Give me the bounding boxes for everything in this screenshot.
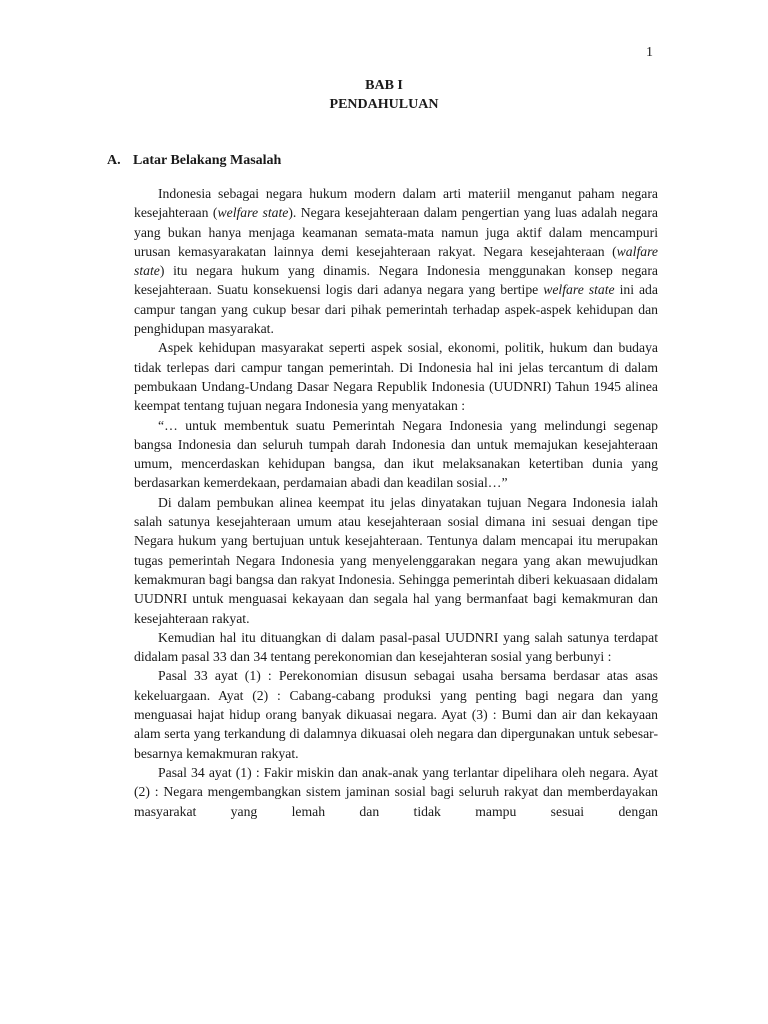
italic-term: welfare state [217, 205, 289, 221]
page-number: 1 [646, 45, 653, 60]
paragraph-pasal-34: Pasal 34 ayat (1) : Fakir miskin dan anak-anak yang terlantar dipelihara oleh negara. Ayat (2) : Negara mengembangkan sistem jaminan sosial bagi seluruh rakyat dan memberdayakan masyarakat yang lemah dan tidak mampu sesuai dengan [134, 764, 658, 819]
text-run: ). Negara kesejahteraan dalam pengertian yang luas adalah negara yang bukan hanya menjaga keamanan semata-mata namun juga aktif dalam mencampuri urusan kemasyarakatan lainnya demi kesejahteraan rakyat. Negara kesejahteraan ( [134, 205, 659, 259]
paragraph-quote: “… untuk membentuk suatu Pemerintah Negara Indonesia yang melindungi segenap bangsa Indonesia dan seluruh tumpah darah Indonesia dan untuk memajukan kesejahteraan umum, mencerdaskan kehidupan bangsa, dan ikut melaksanakan ketertiban dunia yang berdasarkan kemerdekaan, perdamaian abadi dan keadilan sosial…” [134, 417, 658, 491]
section-heading [107, 152, 281, 170]
text-run: ini ada campur tangan yang cukup besar dari pihak pemerintah terhadap aspek-aspek kehidupan dan penghidupan masyarakat. [134, 282, 658, 337]
section-letter: A. [107, 153, 121, 168]
chapter-heading [0, 76, 768, 114]
text-run: ) itu negara hukum yang dinamis. Negara Indonesia menggunakan konsep negara kesejahteraan. Suatu konsekuensi logis dari adanya negara yang bertipe [134, 263, 658, 298]
italic-term: walfare state [134, 243, 658, 279]
paragraph-4: Di dalam pembukan alinea keempat itu jelas dinyatakan tujuan Negara Indonesia ialah salah satunya kesejahteraan umum atau kesejahteraan sosial dimana ini sesuai dengan tipe Negara hukum yang bertujuan untuk kesejahteraan. Tentunya dalam mencapai itu merupakan tugas pemerintah Negara Indonesia yang menyelenggarakan negara yang akan mewujudkan kemakmuran bagi bangsa dan rakyat Indonesia. Sehingga pemerintah diberi kekuasaan didalam UUDNRI untuk menguasai kekayaan dan segala hal yang bermanfaat bagi kemakmuran dan kesejahteraan rakyat. [134, 494, 658, 626]
chapter-label: BAB I [365, 78, 403, 93]
italic-term: welfare state [543, 282, 615, 298]
chapter-title: PENDAHULUAN [329, 97, 439, 112]
text-run: Indonesia sebagai negara hukum modern dalam arti materiil menganut paham negara kesejahteraan ( [134, 186, 658, 221]
section-title: Latar Belakang Masalah [133, 153, 282, 168]
paragraph-1 [134, 184, 658, 338]
paragraph-pasal-33: Pasal 33 ayat (1) : Perekonomian disusun sebagai usaha bersama berdasar atas asas kekeluargaan. Ayat (2) : Cabang-cabang produksi yang penting bagi negara dan yang menguasai hajat hidup orang banyak dikuasai negara. Ayat (3) : Bumi dan air dan kekayaan alam serta yang terkandung di dalamnya dikuasai oleh negara dan dipergunakan untuk sebesar-besarnya kemakmuran rakyat. [134, 668, 658, 761]
paragraph-2: Aspek kehidupan masyarakat seperti aspek sosial, ekonomi, politik, hukum dan budaya tidak terlepas dari campur tangan pemerintah. Di Indonesia hal ini jelas tercantum di dalam pembukaan Undang-Undang Dasar Negara Republik Indonesia (UUDNRI) Tahun 1945 alinea keempat tentang tujuan negara Indonesia yang menyatakan : [134, 340, 658, 414]
paragraph-5: Kemudian hal itu dituangkan di dalam pasal-pasal UUDNRI yang salah satunya terdapat didalam pasal 33 dan 34 tentang perekonomian dan kesejahteran sosial yang berbunyi : [134, 629, 658, 665]
body-text [134, 184, 658, 821]
